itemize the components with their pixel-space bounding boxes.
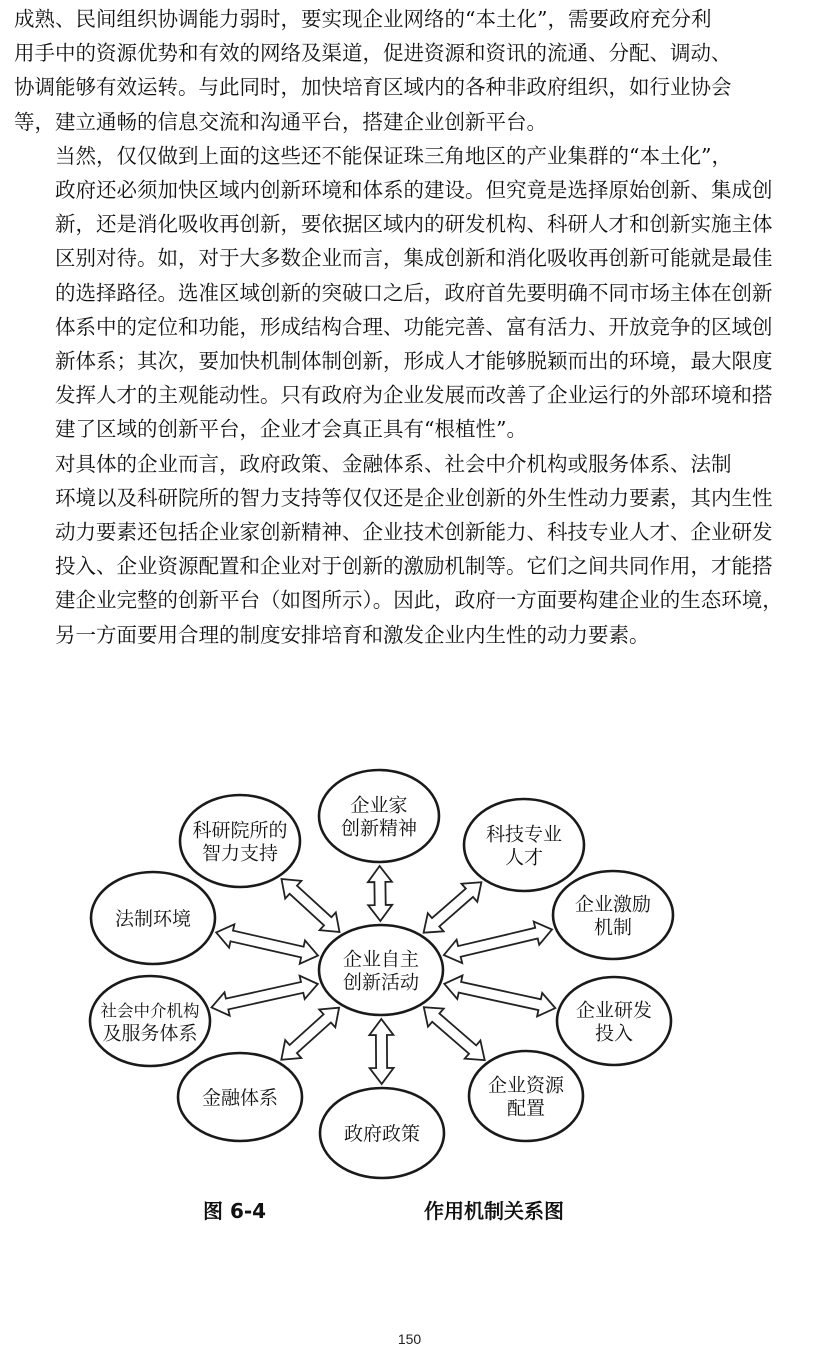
node-entrepreneur-spirit [319,770,439,862]
text-line: 环境以及科研院所的智力支持等仅仅还是企业创新的外生性动力要素，其内生性 [55,485,773,510]
body-text [14,2,809,652]
node-resource-allocation-label: 企业资源 [487,1074,565,1097]
double-arrow-rd-investment [444,976,555,1017]
node-rd-investment-label: 投入 [594,1022,634,1045]
node-entrepreneur-spirit-label: 创新精神 [340,817,418,840]
paragraph [14,2,809,139]
node-incentive-mechanism-label: 企业激励 [574,893,652,916]
mechanism-diagram [80,750,680,1180]
text-line: 当然，仅仅做到上面的这些还不能保证珠三角地区的产业集群的“本土化”， [55,143,732,168]
node-government-policy-label: 政府政策 [343,1122,421,1145]
center-node-label: 企业自主 [342,948,420,971]
node-resource-allocation [469,1051,583,1141]
text-line: 动力要素还包括企业家创新精神、企业技术创新能力、科技专业人才、企业研发 [55,520,773,545]
double-arrow-research-institute-support [282,879,340,932]
text-line: 建了区域的创新平台，企业才会真正具有“根植性”。 [55,417,527,442]
double-arrow-financial-system [281,1008,339,1060]
node-incentive-mechanism [553,871,673,959]
node-rd-investment-label: 企业研发 [575,999,653,1022]
text-line: 协调能够有效运转。与此同时，加快培育区域内的各种非政府组织，如行业协会 [14,75,732,100]
node-tech-talent-label: 科技专业 [485,823,563,846]
node-research-institute-support-label: 科研院所的 [192,819,288,842]
node-rd-investment [557,977,671,1065]
double-arrow-government-policy [369,1019,393,1084]
double-arrow-incentive-mechanism [444,922,552,964]
node-resource-allocation-label: 配置 [506,1097,546,1120]
double-arrow-legal-environment [216,924,318,964]
center-node [319,925,443,1015]
paragraph [14,447,809,652]
node-legal-environment-label: 法制环境 [114,907,192,930]
text-line: 体系中的定位和功能，形成结构合理、功能完善、富有活力、开放竞争的区域创 [55,314,773,339]
node-legal-environment [91,872,215,964]
text-line: 投入、企业资源配置和企业对于创新的激励机制等。它们之间共同作用，才能搭 [55,554,773,579]
node-financial-system [178,1053,302,1141]
double-arrow-entrepreneur-spirit [368,866,392,921]
node-incentive-mechanism-label: 机制 [593,916,633,939]
text-line: 政府还必须加快区域内创新环境和体系的建设。但究竟是选择原始创新、集成创 [55,178,773,203]
double-arrow-tech-talent [424,882,482,933]
node-tech-talent-label: 人才 [504,846,544,869]
text-line: 区别对待。如，对于大多数企业而言，集成创新和消化吸收再创新可能就是最佳 [55,246,773,271]
node-intermediary-services-ellipse [90,976,210,1066]
double-arrow-resource-allocation [424,1007,485,1060]
text-line: 等，建立通畅的信息交流和沟通平台，搭建企业创新平台。 [14,109,547,134]
node-tech-talent [464,799,584,891]
node-research-institute-support-label: 智力支持 [201,842,279,865]
center-node-label: 创新活动 [342,971,420,994]
node-financial-system-label: 金融体系 [201,1086,279,1109]
node-government-policy [320,1088,444,1178]
page-number: 150 [397,1331,422,1347]
node-entrepreneur-spirit-label: 企业家 [350,794,408,817]
figure-number: 图 6-4 [203,1199,267,1223]
double-arrow-intermediary-services [212,976,318,1016]
node-intermediary-services-label: 社会中介机构 [100,1001,200,1021]
text-line: 新体系；其次，要加快机制体制创新，形成人才能够脱颖而出的环境，最大限度 [55,349,773,374]
text-line: 另一方面要用合理的制度安排培育和激发企业内生性的动力要素。 [55,622,650,647]
text-line: 成熟、民间组织协调能力弱时，要实现企业网络的“本土化”，需要政府充分利 [14,7,712,31]
text-line: 建企业完整的创新平台（如图所示）。因此，政府一方面要构建企业的生态环境， [55,588,783,613]
figure-title: 作用机制关系图 [424,1199,564,1223]
text-line: 发挥人才的主观能动性。只有政府为企业发展而改善了企业运行的外部环境和搭 [55,383,773,408]
node-intermediary-services-label: 及服务体系 [102,1022,198,1045]
node-research-institute-support [180,795,300,887]
text-line: 用手中的资源优势和有效的网络及渠道，促进资源和资讯的流通、分配、调动、 [14,41,732,66]
paragraph [14,139,809,447]
text-line: 对具体的企业而言，政府政策、金融体系、社会中介机构或服务体系、法制 [55,451,732,476]
text-line: 的选择路径。选准区域创新的突破口之后，政府首先要明确不同市场主体在创新 [55,280,773,305]
node-intermediary-services [90,976,210,1066]
text-line: 新，还是消化吸收再创新，要依据区域内的研发机构、科研人才和创新实施主体 [55,212,773,237]
